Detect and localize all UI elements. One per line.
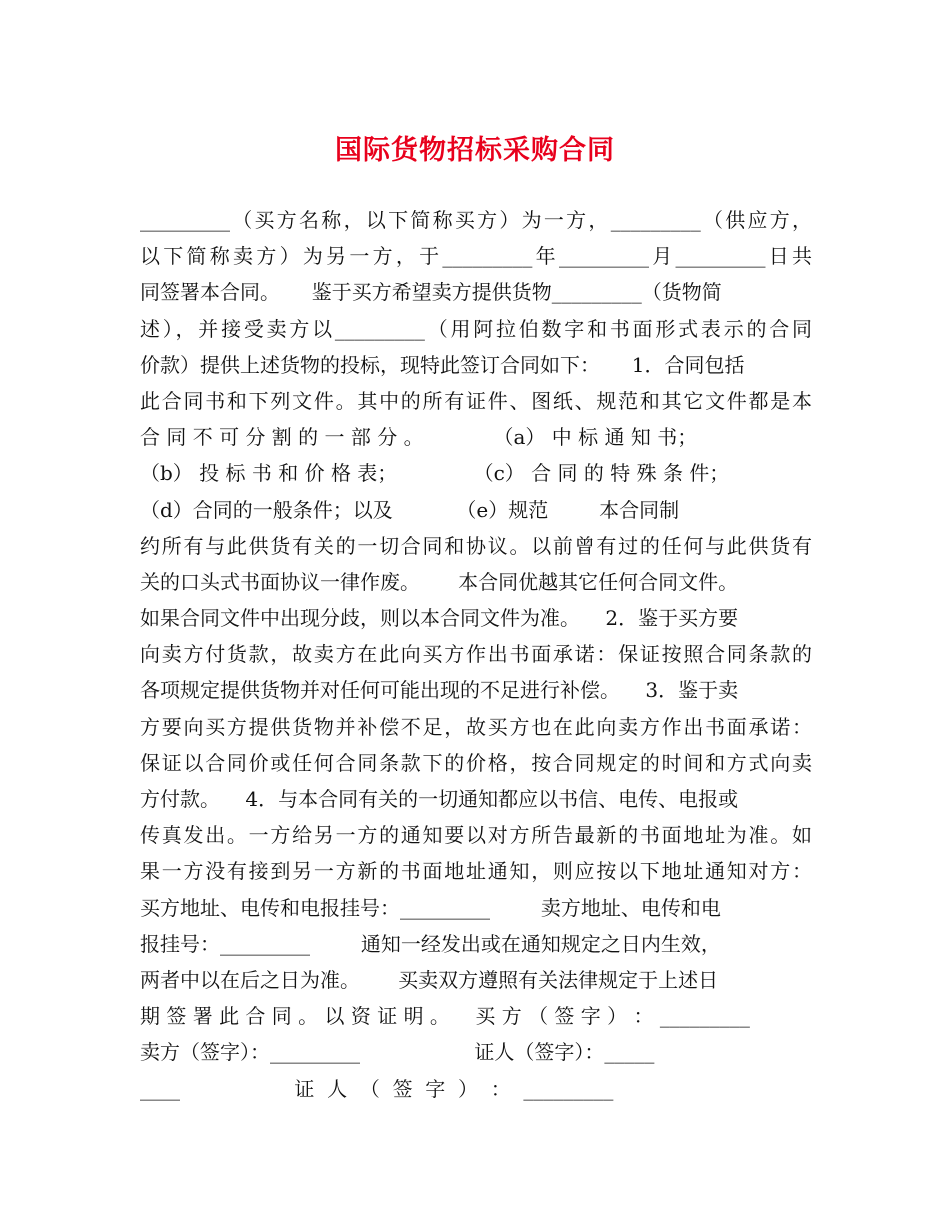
body-line: （d）合同的一般条件；以及 （e）规范 本合同制 [140,497,680,522]
body-line: 传真发出。一方给另一方的通知要以对方所告最新的书面地址为准。如 [140,823,812,848]
body-line: 卖方（签字）：_________ 证人（签字）：_____ [140,1040,655,1065]
document-title: 国际货物招标采购合同 [335,135,615,166]
body-line: 买方地址、电传和电报挂号：_________ 卖方地址、电传和电 [140,895,721,920]
body-line: 关的口头式书面协议一律作废。 本合同优越其它任何合同文件。 [140,569,739,594]
body-line: 方付款。 4．与本合同有关的一切通知都应以书信、电传、电报或 [140,787,739,811]
body-line: 同签署本合同。 鉴于买方希望卖方提供货物_________（货物简 [140,280,722,305]
body-line: _________（买方名称，以下简称买方）为一方，_________（供应方， [140,208,812,232]
body-line: 果一方没有接到另一方新的书面地址通知，则应按以下地址通知对方： [140,859,812,884]
body-line: 合 同 不 可 分 割 的 一 部 分 。 （a） 中 标 通 知 书； [140,425,698,450]
body-line: 约所有与此供货有关的一切合同和协议。以前曾有过的任何与此供货有 [140,533,812,558]
contract-body [140,202,812,1107]
body-line: 各项规定提供货物并对任何可能出现的不足进行补偿。 3．鉴于卖 [140,678,739,703]
body-line: 如果合同文件中出现分歧，则以本合同文件为准。 2．鉴于买方要 [140,606,739,631]
body-line: 期 签 署 此 合 同 。 以 资 证 明 。 买 方 （ 签 字 ） ： _________ [140,1004,750,1029]
body-line: 保证以合同价或任何合同条款下的价格，按合同规定的时间和方式向卖 [140,750,812,775]
body-line: 向卖方付货款，故卖方在此向买方作出书面承诺：保证按照合同条款的 [140,642,812,667]
body-line: ____ 证 人 （ 签 字 ） ： _________ [140,1076,614,1101]
body-line: 两者中以在后之日为准。 买卖双方遵照有关法律规定于上述日 [140,967,719,992]
body-line: 此合同书和下列文件。其中的所有证件、图纸、规范和其它文件都是本 [140,388,812,413]
body-line: 价款）提供上述货物的投标，现特此签订合同如下： 1．合同包括 [140,352,745,377]
body-line: 以下简称卖方）为另一方，于_________年_________月_________日共 [140,244,812,269]
body-line: （b） 投 标 书 和 价 格 表； （c） 合 同 的 特 殊 条 件； [140,461,730,486]
body-line: 方要向买方提供货物并补偿不足，故买方也在此向卖方作出书面承诺： [140,714,812,739]
body-line: 报挂号：_________ 通知一经发出或在通知规定之日内生效， [140,931,721,956]
body-line: 述），并接受卖方以_________（用阿拉伯数字和书面形式表示的合同 [140,316,812,341]
